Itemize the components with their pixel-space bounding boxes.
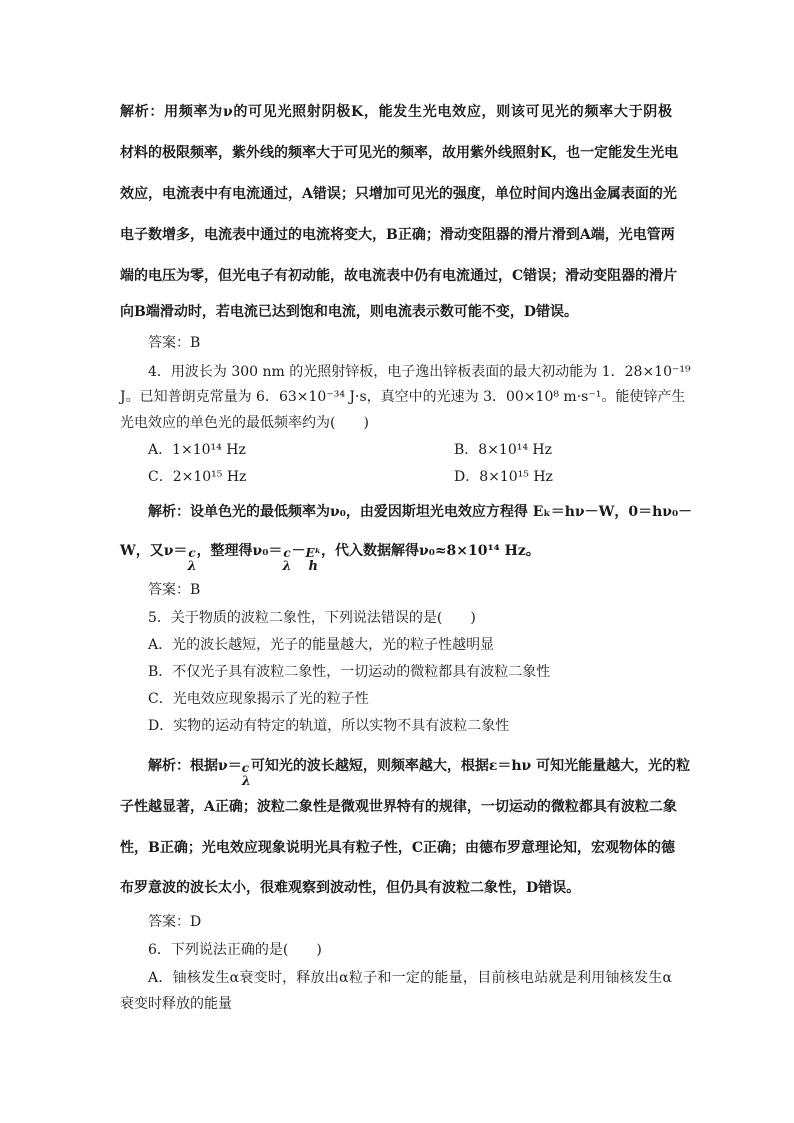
q3-analysis-line-1: 解析：用频率为ν的可见光照射阴极K，能发生光电效应，则该可见光的频率大于阴极 [120,104,672,120]
q4-analysis-line-2 [120,537,540,574]
q5-analysis-line-2: 子性越显著，A正确；波粒二象性是微观世界特有的规律，一切运动的微粒都具有波粒二象 [120,799,677,815]
q4-option-b: B．8×10¹⁴ Hz [454,442,552,458]
q4-option-d: D．8×10¹⁵ Hz [454,469,553,485]
q4-option-a: A．1×10¹⁴ Hz [148,442,246,458]
q5-analysis-line-1 [148,752,691,789]
q4-minus-sign: － [291,543,306,559]
q4-fraction-c-over-lambda-2: c λ [282,546,292,574]
q6-stem: 6．下列说法正确的是( ) [148,942,322,958]
q5-option-b: B．不仅光子具有波粒二象性，一切运动的微粒都具有波粒二象性 [148,664,551,680]
q5-stem: 5．关于物质的波粒二象性，下列说法错误的是( ) [148,610,476,626]
q4-analysis-text-b: ，整理得ν₀＝ [196,543,283,559]
q4-stem-line-2: J。已知普朗克常量为 6．63×10⁻³⁴ J·s，真空中的光速为 3．00×10⁸ m·s⁻¹。能使锌产生 [120,389,686,405]
q4-analysis-line-1: 解析：设单色光的最低频率为ν₀，由爱因斯坦光电效应方程得 Eₖ＝hν－W，0＝hν₀－ [148,504,693,520]
q3-analysis-line-2: 材料的极限频率，紫外线的频率大于可见光的频率，故用紫外线照射K，也一定能发生光电 [120,145,679,161]
q4-fraction-c-over-lambda: c λ [187,546,197,574]
q5-answer: 答案：D [148,914,202,930]
q6-option-a-line-2: 衰变时释放的能量 [120,996,232,1012]
q5-analysis-line-4: 布罗意波的波长太小，很难观察到波动性，但仍具有波粒二象性，D错误。 [120,880,581,896]
q4-answer: 答案：B [148,582,201,598]
q6-option-a-line-1: A．铀核发生α衰变时，释放出α粒子和一定的能量，目前核电站就是利用铀核发生α [148,970,672,986]
q5-fraction-c-over-lambda: c λ [241,761,251,789]
q4-analysis-text-c: ，代入数据解得ν₀≈8×10¹⁴ Hz。 [320,543,540,559]
q5-option-c: C．光电效应现象揭示了光的粒子性 [148,691,369,707]
q3-answer: 答案：B [148,335,201,351]
q5-analysis-text-b: 可知光的波长越短，则频率越大，根据ε＝hν 可知光能量越大，光的粒 [250,758,691,774]
q3-analysis-line-4: 电子数增多，电流表中通过的电流将变大，B正确；滑动变阻器的滑片滑到A端，光电管两 [120,227,675,243]
q4-analysis-text-a: W，又ν＝ [120,543,188,559]
q3-analysis-line-6: 向B端滑动时，若电流已达到饱和电流，则电流表示数可能不变，D错误。 [120,304,578,320]
q5-option-d: D．实物的运动有特定的轨道，所以实物不具有波粒二象性 [148,718,510,734]
q5-option-a: A．光的波长越短，光子的能量越大，光的粒子性越明显 [148,637,495,653]
q5-analysis-line-3: 性，B正确；光电效应现象说明光具有粒子性，C正确；由德布罗意理论知，宏观物体的德 [120,840,675,856]
q3-analysis-line-3: 效应，电流表中有电流通过，A错误；只增加可见光的强度，单位时间内逸出金属表面的光 [120,186,677,202]
q4-option-c: C．2×10¹⁵ Hz [148,469,247,485]
q4-stem-line-1: 4．用波长为 300 nm 的光照射锌板，电子逸出锌板表面的最大初动能为 1．28×10⁻¹⁹ [148,364,691,380]
q4-stem-line-3: 光电效应的单色光的最低频率约为( ) [120,415,369,431]
q3-analysis-line-5: 端的电压为零，但光电子有初动能，故电流表中仍有电流通过，C错误；滑动变阻器的滑片 [120,268,678,284]
q4-fraction-ek-over-h: Eᵏ h [305,546,321,574]
q5-analysis-text-a: 解析：根据ν＝ [148,758,242,774]
